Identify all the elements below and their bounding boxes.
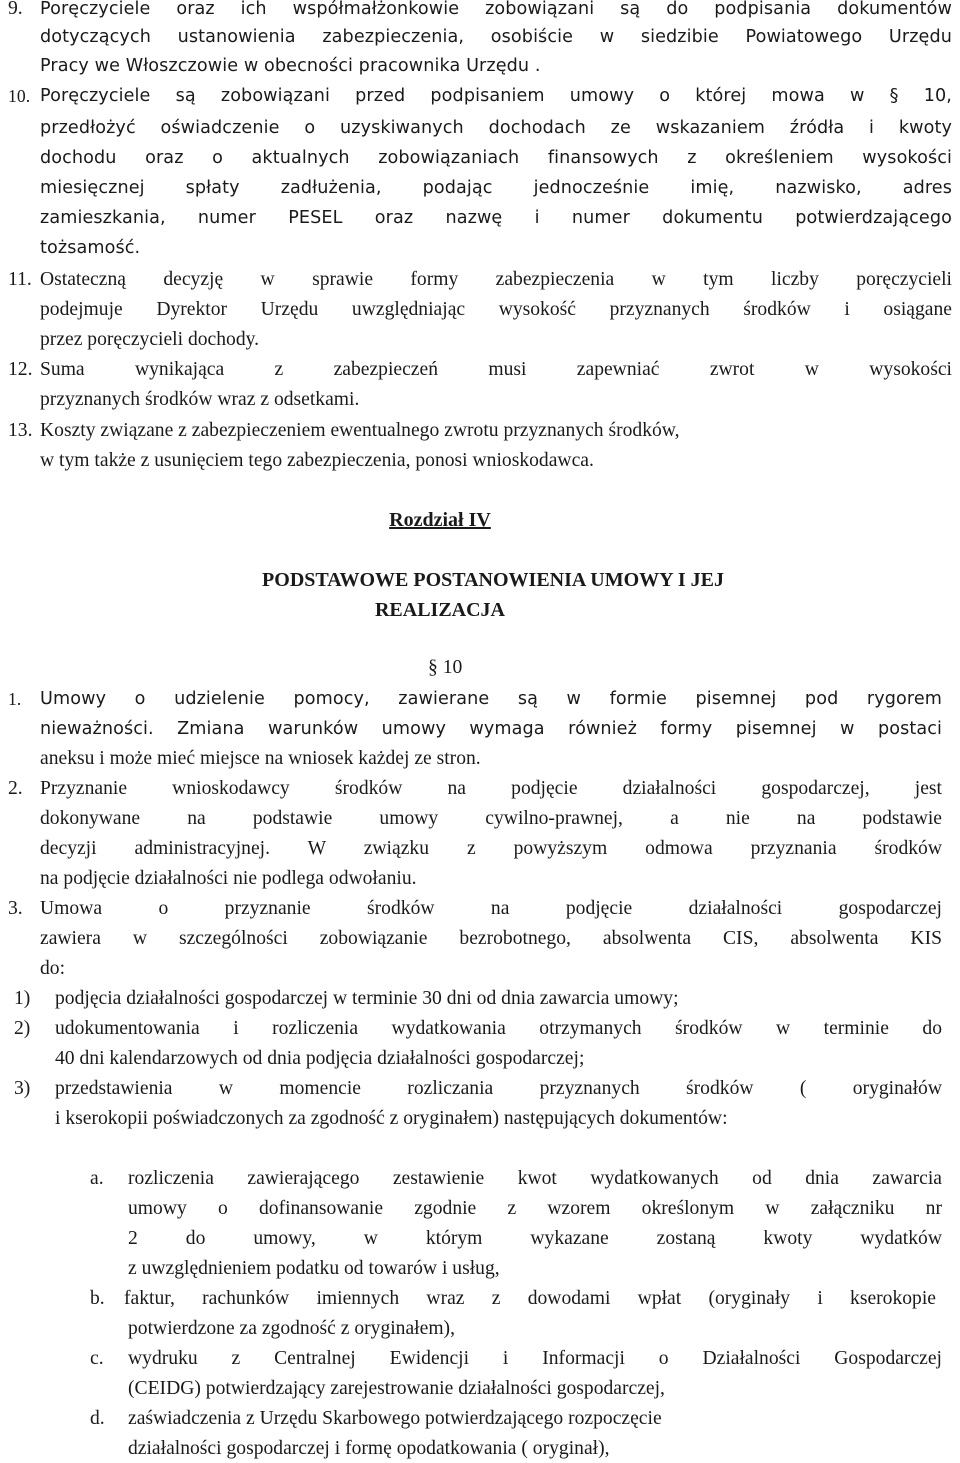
item-text-line: faktur, rachunków imiennych wraz z dowodami wpłat (oryginały i kserokopie (124, 1288, 936, 1309)
item-text-line: dotyczących ustanowienia zabezpieczenia, osobiście w siedzibie Powiatowego Urzędu (40, 27, 952, 47)
item-text-line: Poręczyciele są zobowiązani przed podpisaniem umowy o której mowa w § 10, (40, 86, 952, 106)
item-text-line: 2 do umowy, w którym wykazane zostaną kwoty wydatków (128, 1228, 942, 1249)
item-number: 10. (8, 86, 31, 106)
item-number: 3) (14, 1078, 31, 1099)
item-text-line: tożsamość. (40, 238, 141, 258)
item-text-line: decyzji administracyjnej. W związku z powyższym odmowa przyznania środków (40, 838, 942, 859)
item-number: 3. (8, 898, 23, 919)
chapter-subtitle: REALIZACJA (374, 599, 506, 621)
item-number: a. (90, 1168, 104, 1189)
item-number: 13. (8, 420, 33, 441)
item-text-line: w tym także z usunięciem tego zabezpieczenia, ponosi wnioskodawca. (40, 450, 594, 471)
item-text-line: 40 dni kalendarzowych od dnia podjęcia działalności gospodarczej; (55, 1048, 585, 1069)
item-text-line: Suma wynikająca z zabezpieczeń musi zapewniać zwrot w wysokości (40, 359, 952, 380)
item-text-line: z uwzględnieniem podatku od towarów i usług, (128, 1258, 500, 1279)
item-number: b. (90, 1288, 105, 1309)
item-text-line: aneksu i może mieć miejsce na wniosek każdej ze stron. (40, 748, 481, 769)
item-text-line: przedłożyć oświadczenie o uzyskiwanych dochodach ze wskazaniem źródła i kwoty (40, 118, 952, 138)
item-number: 11. (8, 269, 32, 290)
item-number: 2. (8, 778, 23, 799)
item-text-line: Koszty związane z zabezpieczeniem ewentualnego zwrotu przyznanych środków, (40, 420, 680, 441)
item-text-line: Przyznanie wnioskodawcy środków na podjęcie działalności gospodarczej, jest (40, 778, 942, 799)
item-text-line: i kserokopii poświadczonych za zgodność z oryginałem) następujących dokumentów: (55, 1108, 728, 1129)
item-text-line: dokonywane na podstawie umowy cywilno-prawnej, a nie na podstawie (40, 808, 942, 829)
item-number: 1. (8, 689, 22, 709)
item-text-line: nieważności. Zmiana warunków umowy wymaga również formy pisemnej w postaci (40, 719, 942, 739)
item-text-line: wydruku z Centralnej Ewidencji i Informacji o Działalności Gospodarczej (128, 1348, 942, 1369)
item-text-line: Pracy we Włoszczowie w obecności pracownika Urzędu . (40, 56, 541, 76)
item-text-line: umowy o dofinansowanie zgodnie z wzorem określonym w załączniku nr (128, 1198, 942, 1219)
item-number: 2) (14, 1018, 31, 1039)
item-text-line: dochodu oraz o aktualnych zobowiązaniach finansowych z określeniem wysokości (40, 148, 952, 168)
item-text-line: udokumentowania i rozliczenia wydatkowania otrzymanych środków w terminie do (55, 1018, 942, 1039)
item-text-line: działalności gospodarczej i formę opodatkowania ( oryginał), (128, 1438, 610, 1459)
item-text-line: (CEIDG) potwierdzający zarejestrowanie działalności gospodarczej, (128, 1378, 665, 1399)
item-number: 9. (8, 0, 23, 19)
item-number: 12. (8, 359, 33, 380)
chapter-subtitle: PODSTAWOWE POSTANOWIENIA UMOWY I JEJ (262, 569, 724, 591)
item-text-line: na podjęcie działalności nie podlega odwołaniu. (40, 868, 417, 889)
item-number: d. (90, 1408, 105, 1429)
item-text-line: rozliczenia zawierającego zestawienie kwot wydatkowanych od dnia zawarcia (128, 1168, 942, 1189)
item-text-line: przez poręczycieli dochody. (40, 329, 260, 350)
item-text-line: Umowy o udzielenie pomocy, zawierane są w formie pisemnej pod rygorem (40, 689, 942, 709)
item-text-line: zamieszkania, numer PESEL oraz nazwę i numer dokumentu potwierdzającego (40, 208, 952, 228)
item-text-line: zawiera w szczególności zobowiązanie bezrobotnego, absolwenta CIS, absolwenta KIS (40, 928, 942, 949)
section-symbol: § 10 (428, 657, 463, 678)
item-text-line: Umowa o przyznanie środków na podjęcie działalności gospodarczej (40, 898, 942, 919)
item-text-line: podjęcia działalności gospodarczej w terminie 30 dni od dnia zawarcia umowy; (55, 988, 679, 1009)
item-text-line: Ostateczną decyzję w sprawie formy zabezpieczenia w tym liczby poręczycieli (40, 269, 952, 290)
item-text-line: potwierdzone za zgodność z oryginałem), (128, 1318, 455, 1339)
item-number: c. (90, 1348, 104, 1369)
item-text-line: do: (40, 958, 66, 979)
item-text-line: Poręczyciele oraz ich współmałżonkowie zobowiązani są do podpisania dokumentów (40, 0, 952, 19)
chapter-title: Rozdział IV (389, 509, 491, 531)
item-text-line: przedstawienia w momencie rozliczania przyznanych środków ( oryginałów (55, 1078, 942, 1099)
item-text-line: zaświadczenia z Urzędu Skarbowego potwierdzającego rozpoczęcie (128, 1408, 662, 1429)
item-text-line: miesięcznej spłaty zadłużenia, podając jednocześnie imię, nazwisko, adres (40, 178, 952, 198)
item-text-line: podejmuje Dyrektor Urzędu uwzględniając wysokość przyznanych środków i osiągane (40, 299, 952, 320)
item-number: 1) (14, 988, 31, 1009)
item-text-line: przyznanych środków wraz z odsetkami. (40, 389, 360, 410)
